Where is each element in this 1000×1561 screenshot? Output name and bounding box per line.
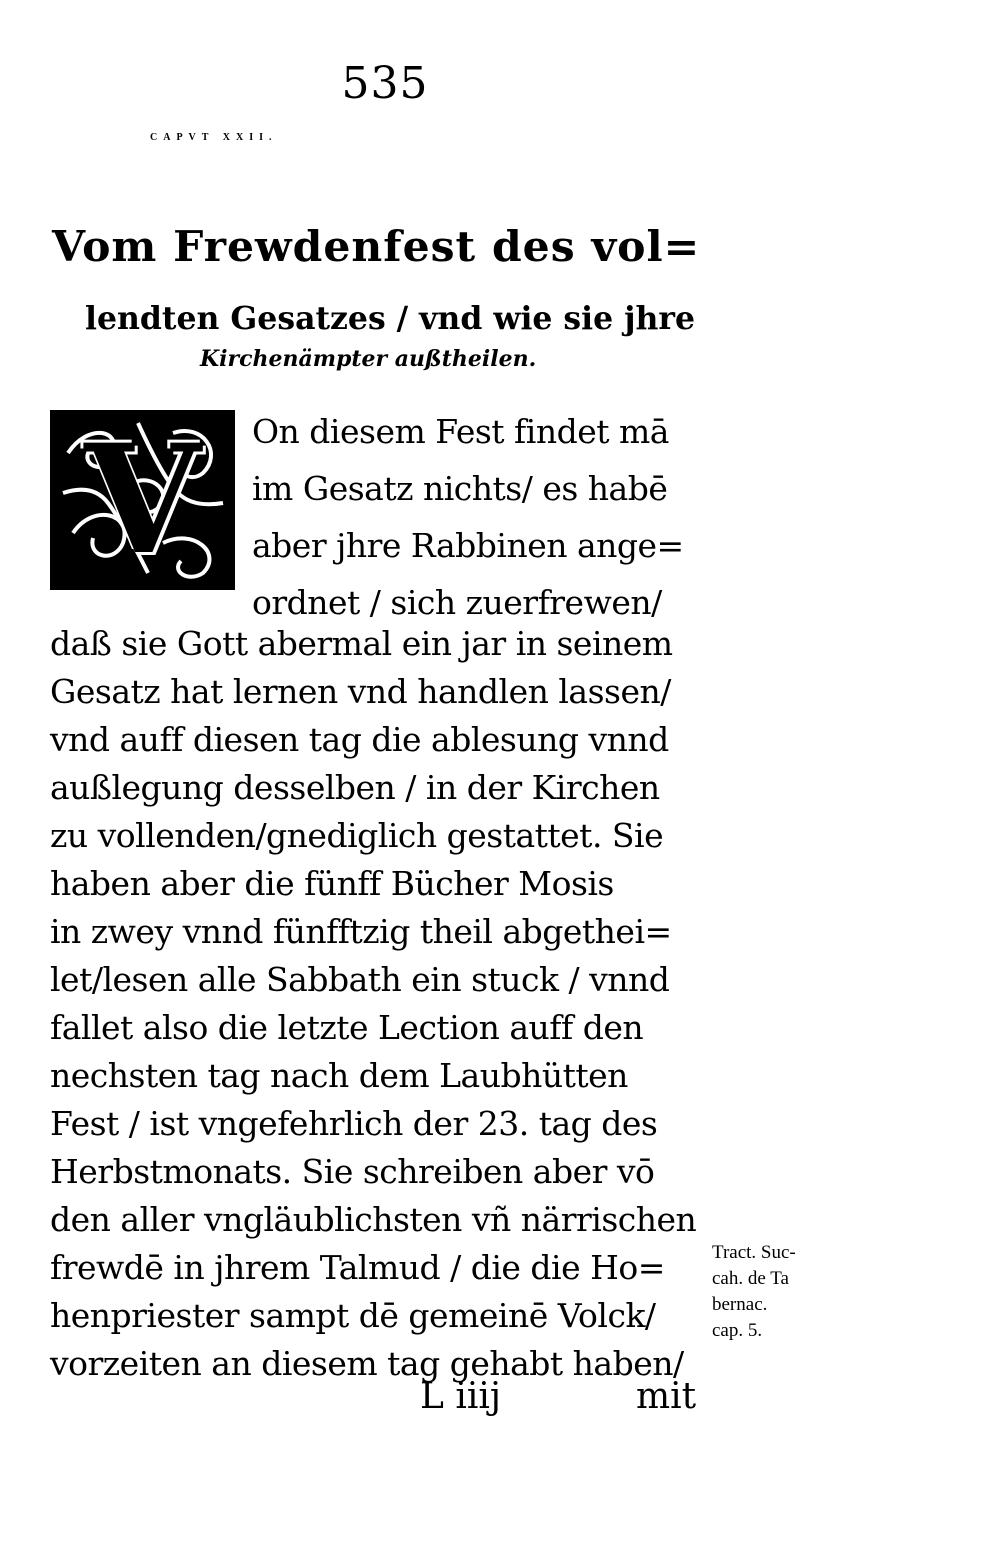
- text-line: in zwey vnnd fünfftzig theil abgethei=: [50, 912, 672, 951]
- text-line: aber jhre Rabbinen ange=: [252, 526, 684, 565]
- text-line: zu vollenden/gnediglich gestattet. Sie: [50, 816, 664, 855]
- text-line: den aller vngläublichsten vñ närrischen: [50, 1200, 697, 1239]
- text-line: nechsten tag nach dem Laubhütten: [50, 1056, 628, 1095]
- margin-note: [712, 1240, 862, 1344]
- text-line: daß sie Gott abermal ein jar in seinem: [50, 624, 673, 663]
- margin-note-line: cap. 5.: [712, 1320, 763, 1341]
- chapter-title-line-2: lendten Gesatzes / vnd wie sie jhre: [85, 300, 696, 337]
- text-line: Gesatz hat lernen vnd handlen lassen/: [50, 672, 671, 711]
- chapter-title-line-3: Kirchenämpter außtheilen.: [200, 346, 537, 372]
- text-line: haben aber die fünff Bücher Mosis: [50, 864, 614, 903]
- text-line: fallet also die letzte Lection auff den: [50, 1008, 644, 1047]
- catchword: mit: [636, 1376, 697, 1417]
- decorated-initial: [50, 410, 235, 590]
- margin-note-line: bernac.: [712, 1294, 768, 1315]
- chapter-heading: CAPVT XXII.: [150, 132, 278, 143]
- text-line: Fest / ist vngefehrlich der 23. tag des: [50, 1104, 658, 1143]
- chapter-title-line-1: Vom Frewdenfest des vol=: [52, 222, 701, 272]
- margin-note-line: cah. de Ta: [712, 1268, 789, 1289]
- text-line: Herbstmonats. Sie schreiben aber vō: [50, 1152, 655, 1191]
- text-line: außlegung desselben / in der Kirchen: [50, 768, 660, 807]
- initial-letter: V: [84, 412, 201, 588]
- text-line: On diesem Fest findet mā: [252, 412, 669, 451]
- signature-mark: L iiij: [420, 1376, 502, 1417]
- text-line: frewdē in jhrem Talmud / die die Ho=: [50, 1248, 665, 1287]
- text-line: im Gesatz nichts/ es habē: [252, 469, 668, 508]
- text-line: let/lesen alle Sabbath ein stuck / vnnd: [50, 960, 670, 999]
- text-line: henpriester sampt dē gemeinē Volck/: [50, 1296, 656, 1335]
- text-line: vnd auff diesen tag die ablesung vnnd: [50, 720, 669, 759]
- text-line: ordnet / sich zuerfrewen/: [252, 583, 662, 622]
- page-number: 535: [341, 58, 429, 109]
- text-line: vorzeiten an diesem tag gehabt haben/: [50, 1344, 684, 1383]
- margin-note-line: Tract. Suc-: [712, 1242, 796, 1263]
